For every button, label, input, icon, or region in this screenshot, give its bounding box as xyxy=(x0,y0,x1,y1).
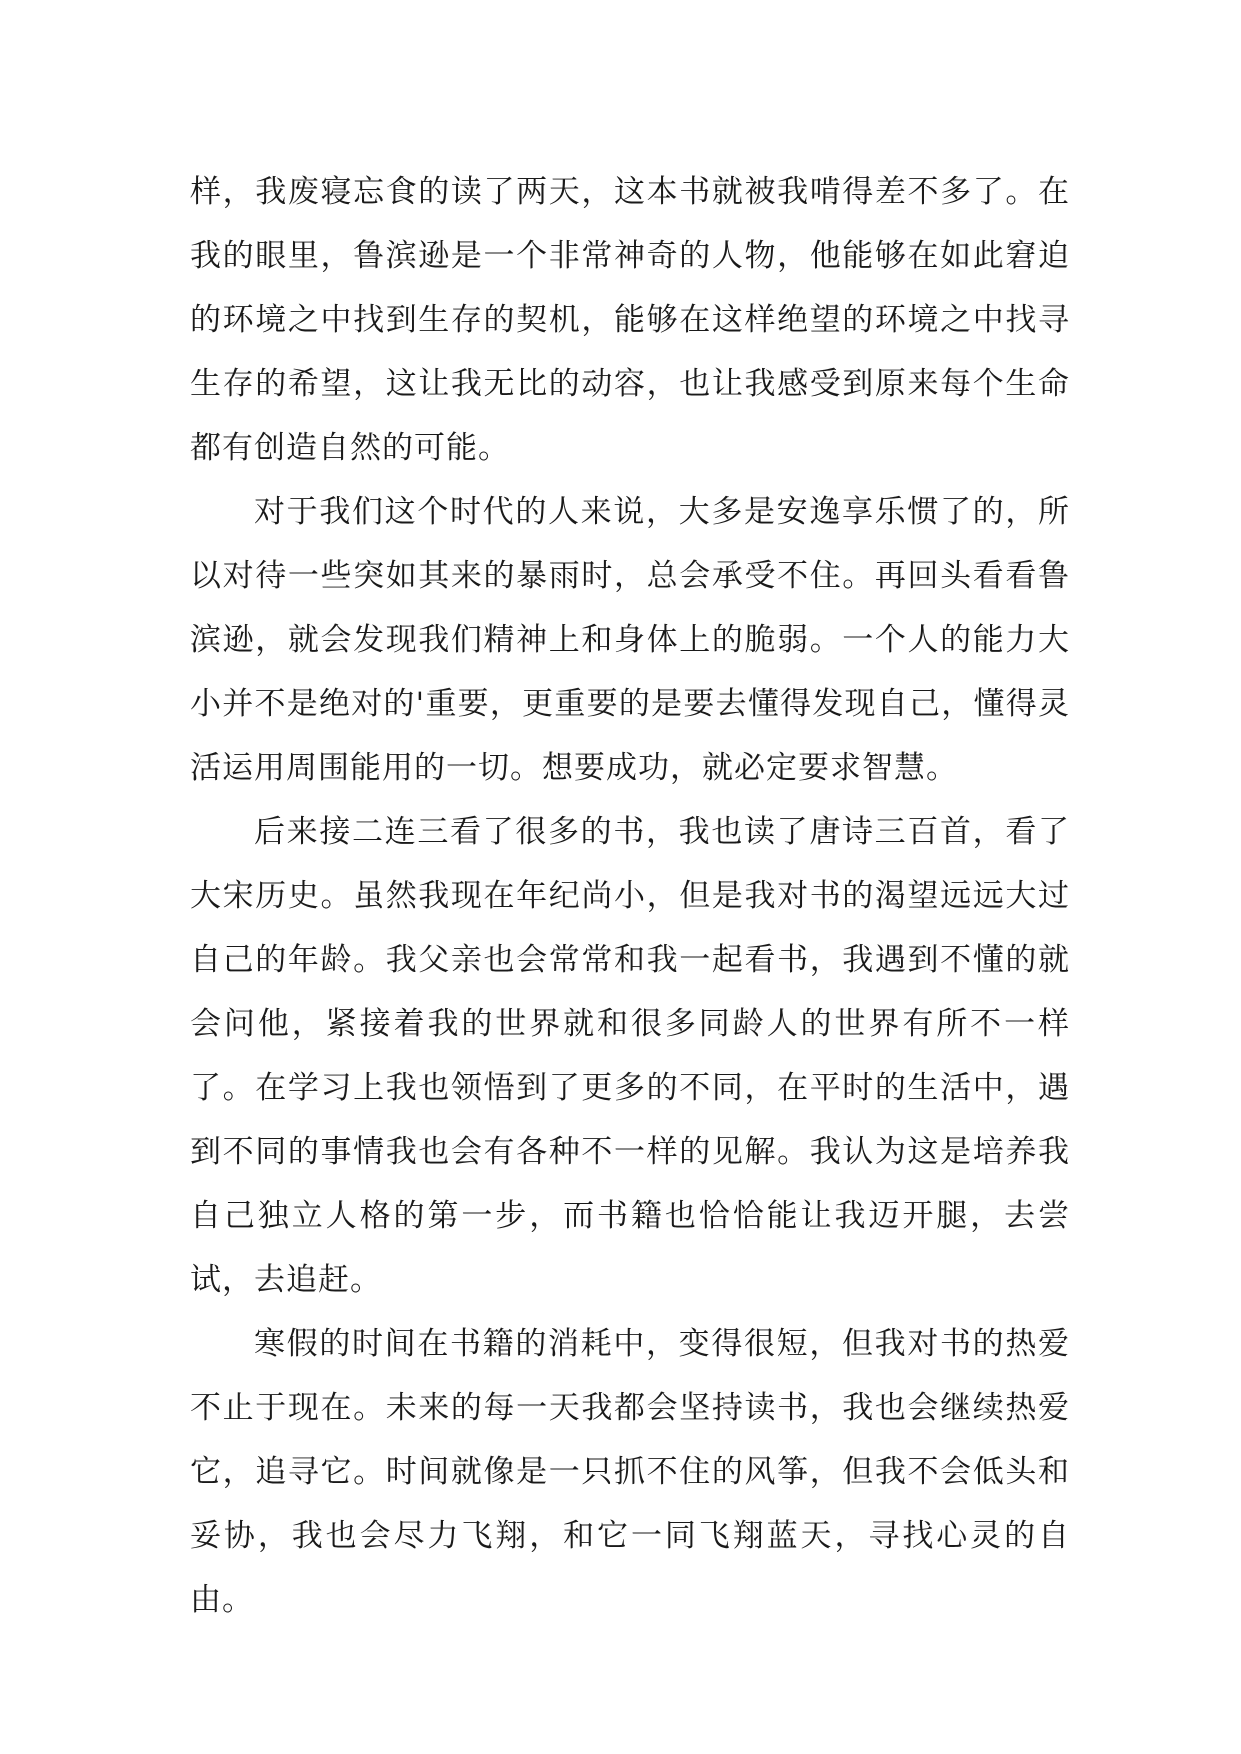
document-body xyxy=(190,160,1070,1632)
paragraph: 对于我们这个时代的人来说，大多是安逸享乐惯了的，所以对待一些突如其来的暴雨时，总会承受不住。再回头看看鲁滨逊，就会发现我们精神上和身体上的脆弱。一个人的能力大小并不是绝对的'重要，更重要的是要去懂得发现自己，懂得灵活运用周围能用的一切。想要成功，就必定要求智慧。 xyxy=(190,494,1070,786)
paragraph: 寒假的时间在书籍的消耗中，变得很短，但我对书的热爱不止于现在。未来的每一天我都会坚持读书，我也会继续热爱它，追寻它。时间就像是一只抓不住的风筝，但我不会低头和妥协，我也会尽力飞翔，和它一同飞翔蓝天，寻找心灵的自由。 xyxy=(190,1326,1070,1618)
paragraph: 后来接二连三看了很多的书，我也读了唐诗三百首，看了大宋历史。虽然我现在年纪尚小，但是我对书的渴望远远大过自己的年龄。我父亲也会常常和我一起看书，我遇到不懂的就会问他，紧接着我的世界就和很多同龄人的世界有所不一样了。在学习上我也领悟到了更多的不同，在平时的生活中，遇到不同的事情我也会有各种不一样的见解。我认为这是培养我自己独立人格的第一步，而书籍也恰恰能让我迈开腿，去尝试，去追赶。 xyxy=(190,814,1070,1298)
paragraph-continued: 样，我废寝忘食的读了两天，这本书就被我啃得差不多了。在我的眼里，鲁滨逊是一个非常神奇的人物，他能够在如此窘迫的环境之中找到生存的契机，能够在这样绝望的环境之中找寻生存的希望，这让我无比的动容，也让我感受到原来每个生命都有创造自然的可能。 xyxy=(190,174,1070,466)
